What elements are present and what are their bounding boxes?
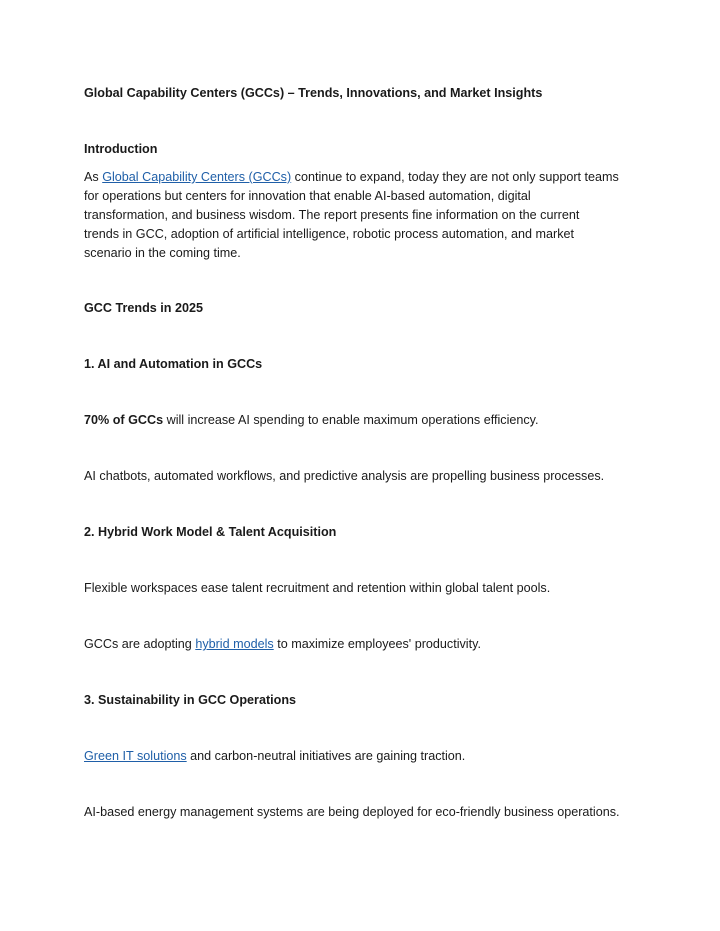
section1-paragraph-2: AI chatbots, automated workflows, and predictive analysis are propelling business processes.	[84, 469, 605, 483]
gcc-link[interactable]: Global Capability Centers (GCCs)	[102, 170, 292, 184]
section3-heading: 3. Sustainability in GCC Operations	[84, 693, 297, 707]
section1-p1-rest: will increase AI spending to enable maximum operations efficiency.	[163, 413, 539, 427]
section1-paragraph-1	[84, 411, 644, 430]
intro-prefix: As	[84, 170, 103, 184]
section3-p1-rest: and carbon-neutral initiatives are gaining traction.	[186, 749, 466, 763]
section2-p2-rest: to maximize employees' productivity.	[273, 637, 481, 651]
section2-paragraph-1: Flexible workspaces ease talent recruitment and retention within global talent pools.	[84, 581, 551, 595]
intro-line1-rest: continue to expand, today they are not only support teams	[291, 170, 619, 184]
intro-line-5: scenario in the coming time.	[84, 246, 241, 260]
intro-heading: Introduction	[84, 142, 158, 156]
section2-paragraph-2	[84, 635, 644, 654]
section1-heading: 1. AI and Automation in GCCs	[84, 357, 263, 371]
document-title: Global Capability Centers (GCCs) – Trends, Innovations, and Market Insights	[84, 86, 543, 100]
stat-highlight: 70% of GCCs	[84, 413, 164, 427]
section3-paragraph-1	[84, 747, 644, 766]
intro-line-4: trends in GCC, adoption of artificial intelligence, robotic process automation, and market	[84, 227, 575, 241]
green-it-link[interactable]: Green IT solutions	[84, 749, 187, 763]
hybrid-models-link[interactable]: hybrid models	[195, 637, 274, 651]
section2-p2-prefix: GCCs are adopting	[84, 637, 196, 651]
intro-line-1	[84, 168, 644, 187]
section3-paragraph-2: AI-based energy management systems are being deployed for eco-friendly business operations.	[84, 805, 620, 819]
intro-line-2: for operations but centers for innovation that enable AI-based automation, digital	[84, 189, 531, 203]
intro-line-3: transformation, and business wisdom. The report presents fine information on the current	[84, 208, 580, 222]
section2-heading: 2. Hybrid Work Model & Talent Acquisition	[84, 525, 337, 539]
trends-heading: GCC Trends in 2025	[84, 301, 203, 315]
